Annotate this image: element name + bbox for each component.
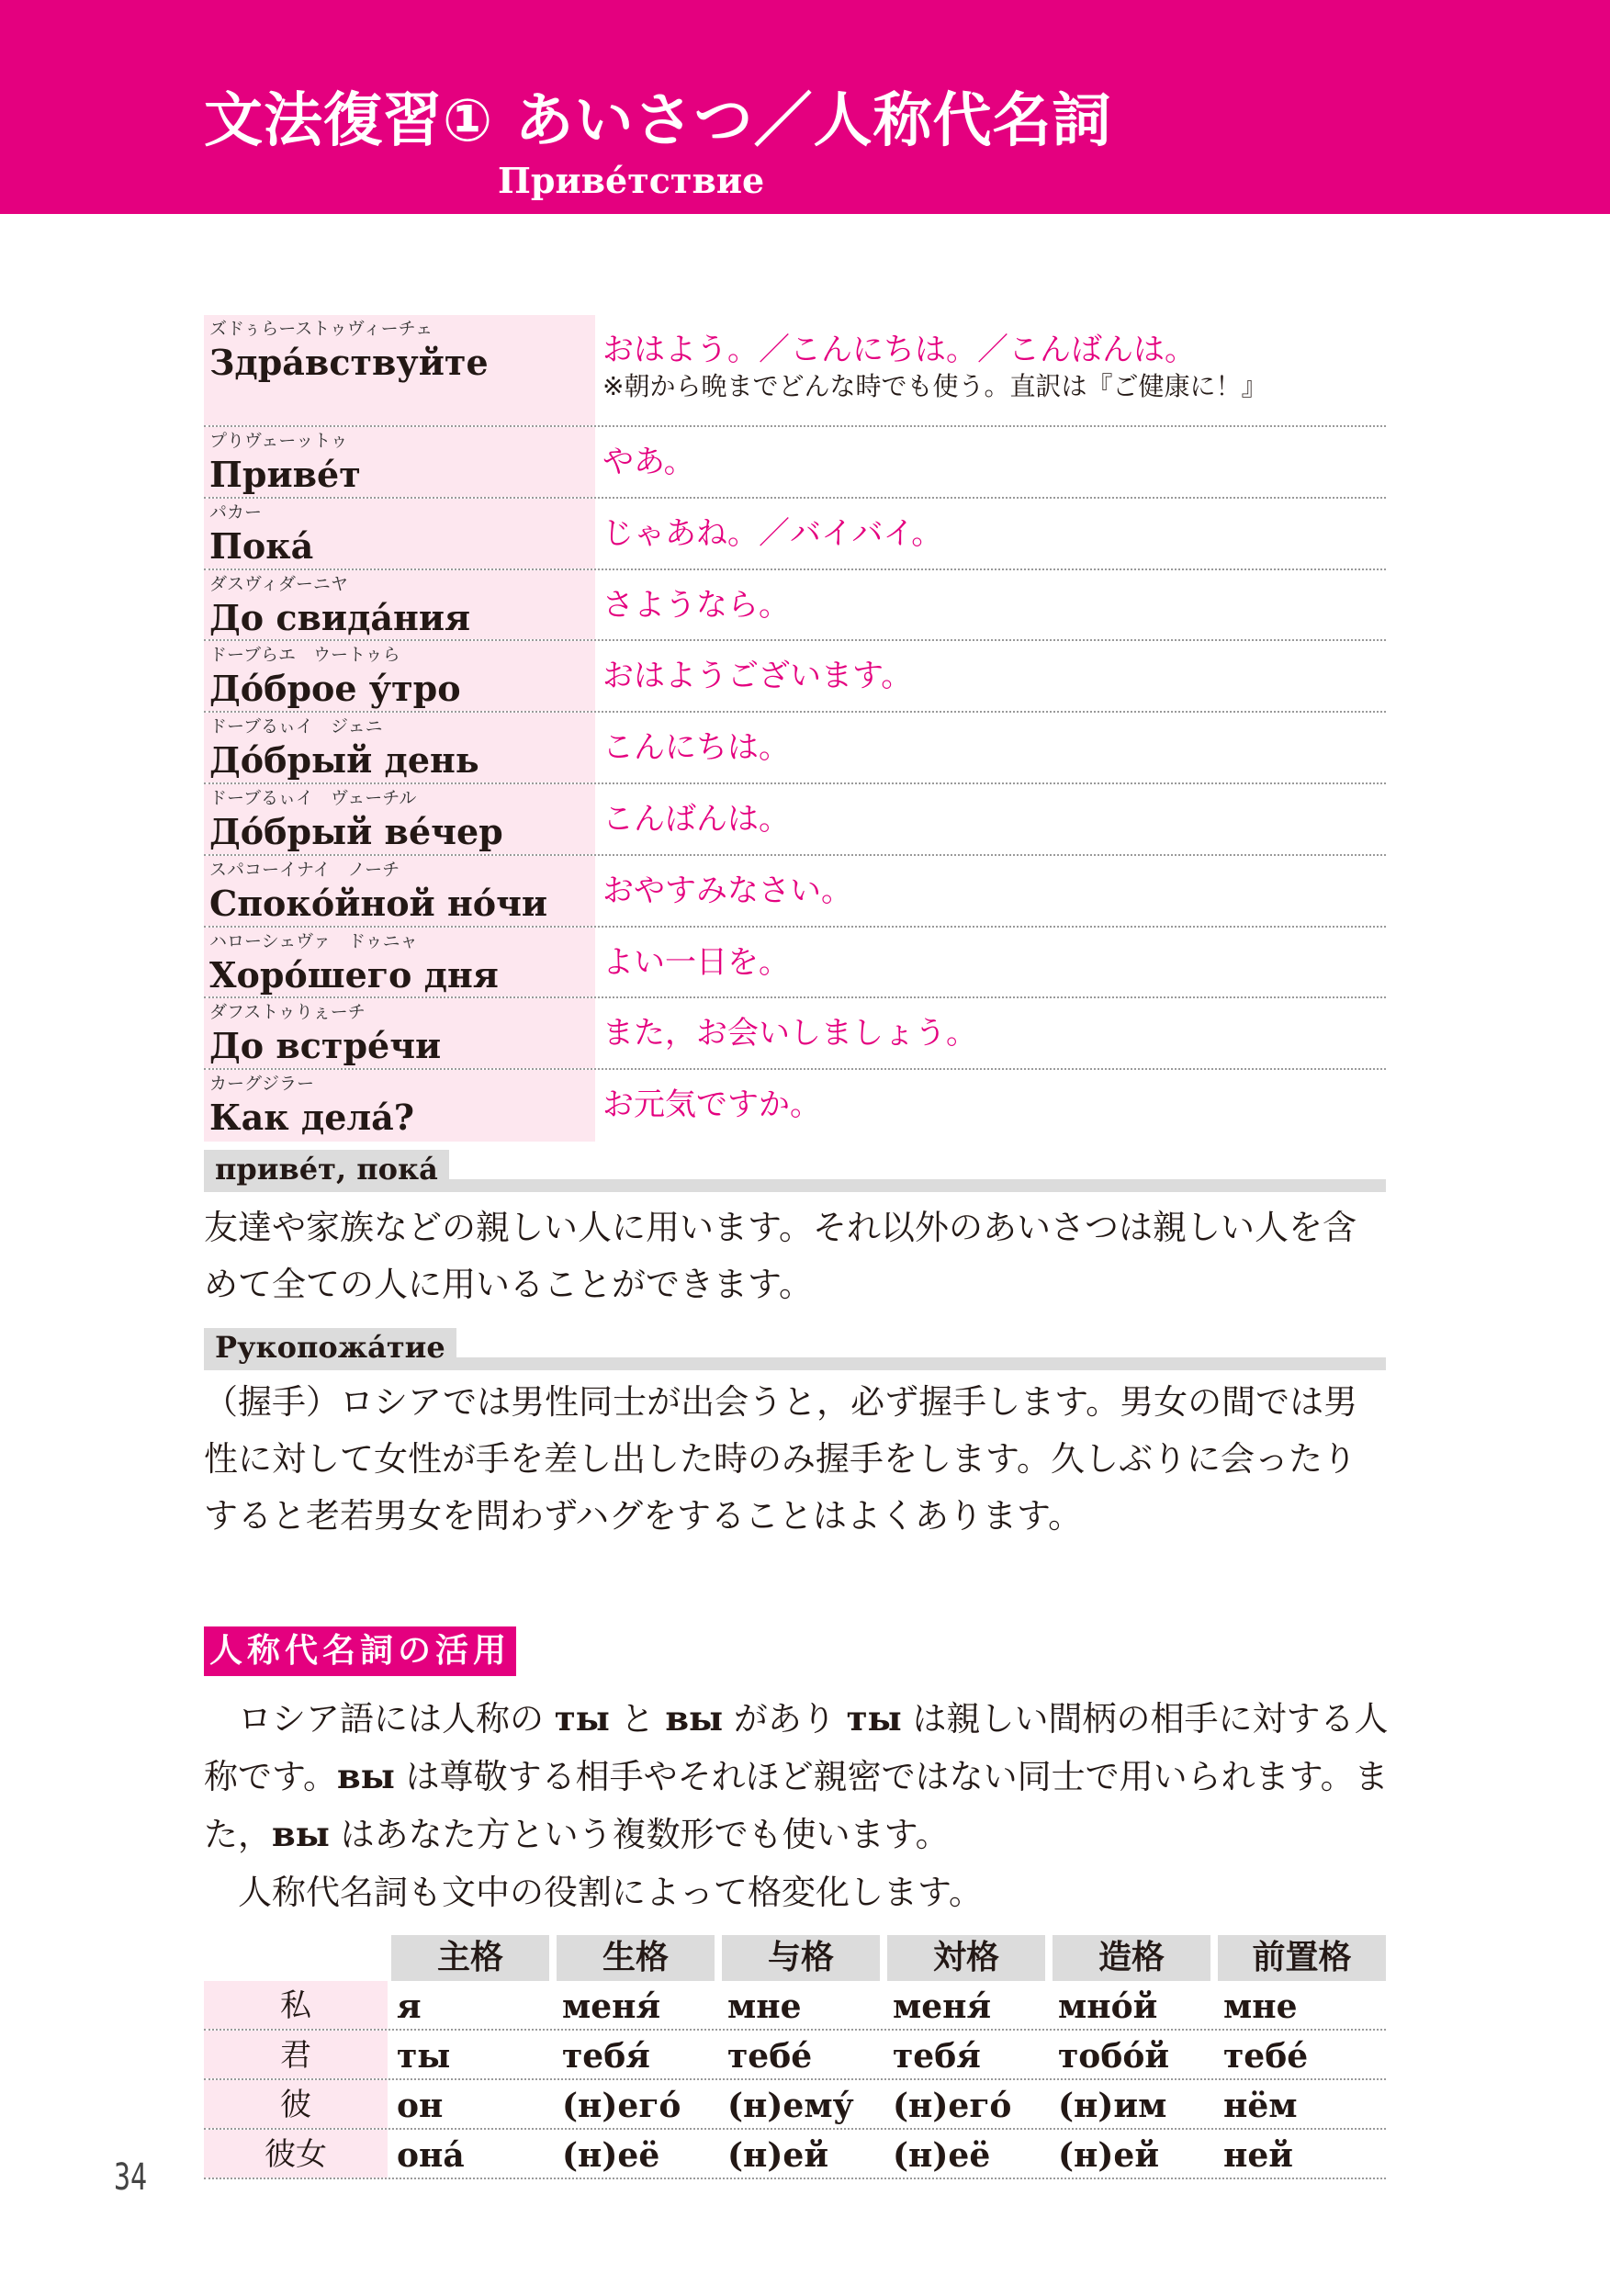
table-cell: меня́ <box>893 1987 992 2026</box>
greeting-japanese: やあ。 <box>602 444 695 480</box>
note-heading-label: приве́т, пока́ <box>204 1150 449 1187</box>
column-header: 前置格 <box>1218 1935 1386 1981</box>
table-cell: (н)её <box>562 2136 660 2175</box>
greeting-russian-cell <box>204 856 595 926</box>
greeting-russian: До́брый день <box>209 739 479 782</box>
greeting-japanese: よい一日を。 <box>602 943 790 981</box>
greeting-ruby: パカー <box>209 501 263 523</box>
greeting-row <box>204 641 1386 713</box>
greeting-row <box>204 499 1386 570</box>
greeting-ruby: ハローシェヴァ ドゥニャ <box>209 930 418 951</box>
table-cell: мне <box>727 1987 802 2026</box>
table-row <box>204 2130 1386 2179</box>
russian-word-ty: ты <box>846 1698 902 1739</box>
page-number: 34 <box>114 2156 148 2199</box>
greeting-russian: До встре́чи <box>209 1025 442 1067</box>
greeting-japanese: じゃあね。／バイバイ。 <box>602 514 943 552</box>
greeting-ruby: ズドぅらーストゥヴィーチェ <box>209 319 433 339</box>
table-cell: ней <box>1223 2136 1293 2175</box>
column-header: 造格 <box>1053 1935 1210 1981</box>
greeting-row <box>204 998 1386 1070</box>
greeting-russian: До́брый ве́чер <box>209 810 503 852</box>
table-cell: тебя́ <box>893 2037 981 2076</box>
table-cell: она́ <box>397 2136 465 2175</box>
row-label: 君 <box>204 2031 388 2078</box>
greeting-japanese: おはよう。／こんにちは。／こんばんは。 <box>602 332 1196 368</box>
table-cell: тебе́ <box>1223 2037 1309 2076</box>
greeting-russian-cell <box>204 713 595 782</box>
greeting-japanese: また，お会いしましょう。 <box>602 1015 977 1052</box>
greeting-row <box>204 713 1386 784</box>
greeting-ruby: スパコーイナイ ノーチ <box>209 859 400 880</box>
table-cell: (н)её <box>893 2136 991 2175</box>
greeting-russian-cell <box>204 427 595 497</box>
greeting-ruby: プりヴェーットゥ <box>209 431 348 451</box>
intro-text: は親しい間柄の相手に対する人称です。 <box>204 1699 1389 1796</box>
greeting-japanese: さようなら。 <box>602 586 790 624</box>
table-cell: тебя́ <box>562 2037 650 2076</box>
greeting-japanese: おはようございます。 <box>602 658 913 695</box>
table-cell: мне <box>1223 1987 1298 2026</box>
intro-text: は尊敬する相手やそれほど親密ではない同士で用いられます。また， <box>204 1757 1389 1854</box>
greeting-ruby: カーグジラー <box>209 1074 315 1095</box>
greeting-note: ※朝から晩までどんな時でも使う。直訳は『ご健康に！』 <box>602 371 1267 401</box>
greeting-ruby: ドーブらエ ウートゥら <box>209 645 400 666</box>
page-title: 文法復習① あいさつ／人称代名詞 <box>204 87 1112 155</box>
greeting-row <box>204 315 1386 427</box>
greeting-russian-cell <box>204 1070 595 1142</box>
greeting-row <box>204 784 1386 856</box>
greeting-ruby: ドーブるぃイ ジェニ <box>209 716 383 737</box>
intro-text: ロシア語には人称の <box>238 1699 544 1739</box>
greeting-russian: Споко́йной но́чи <box>209 882 548 924</box>
page-subtitle: Приве́тствие <box>498 160 765 201</box>
greeting-russian: Хоро́шего дня <box>209 953 499 996</box>
row-label: 彼 <box>204 2080 388 2128</box>
intro-text: と <box>620 1699 655 1739</box>
greeting-russian: До́брое у́тро <box>209 668 461 710</box>
russian-word-vy: вы <box>337 1756 395 1796</box>
greeting-russian-cell <box>204 499 595 568</box>
table-cell: (н)ему́ <box>727 2087 854 2125</box>
row-label: 彼女 <box>204 2130 388 2178</box>
greeting-row <box>204 427 1386 499</box>
greeting-russian-cell <box>204 570 595 640</box>
greeting-row <box>204 856 1386 928</box>
table-cell: тебе́ <box>727 2037 813 2076</box>
table-cell: (н)его́ <box>562 2087 681 2125</box>
russian-word-ty: ты <box>554 1698 610 1739</box>
russian-word-vy: вы <box>272 1814 330 1854</box>
greeting-russian-cell <box>204 641 595 711</box>
greeting-russian-cell <box>204 315 595 425</box>
intro-text: はあなた方という複数形でも使います。 <box>340 1815 950 1854</box>
column-header: 主格 <box>391 1935 549 1981</box>
pronoun-intro2-paragraph: 人称代名詞も文中の役割によって格変化します。 <box>238 1873 984 1912</box>
table-cell: ты <box>397 2037 451 2076</box>
section-title: 人称代名詞の活用 <box>204 1626 516 1676</box>
table-cell: тобо́й <box>1058 2037 1170 2076</box>
note-heading-handshake <box>204 1328 1386 1370</box>
table-cell: (н)ей <box>1058 2136 1160 2175</box>
greetings-table <box>204 315 1386 1142</box>
greeting-japanese: おやすみなさい。 <box>602 872 852 909</box>
greeting-russian-cell <box>204 998 595 1068</box>
column-header: 与格 <box>722 1935 880 1981</box>
table-cell: (н)им <box>1058 2087 1167 2125</box>
pronoun-declension-table <box>204 1935 1386 2179</box>
table-cell: я <box>397 1987 422 2026</box>
row-label: 私 <box>204 1981 388 2029</box>
greeting-japanese: お元気ですか。 <box>602 1086 821 1124</box>
table-cell: он <box>397 2087 444 2125</box>
greeting-ruby: ドーブるぃイ ヴェーチル <box>209 787 417 808</box>
greeting-row <box>204 928 1386 999</box>
greeting-russian: Пока́ <box>209 524 314 567</box>
greeting-row <box>204 570 1386 642</box>
greeting-russian-cell <box>204 928 595 997</box>
russian-word-vy: вы <box>665 1698 724 1739</box>
table-cell: нём <box>1223 2087 1298 2125</box>
table-row <box>204 2031 1386 2080</box>
column-header: 対格 <box>887 1935 1045 1981</box>
greeting-ruby: ダスヴィダーニヤ <box>209 573 348 594</box>
table-row <box>204 1981 1386 2031</box>
table-cell: мно́й <box>1058 1987 1158 2026</box>
greeting-russian: Как дела́? <box>209 1097 415 1139</box>
column-header: 生格 <box>557 1935 715 1981</box>
intro-text: があり <box>733 1699 836 1739</box>
greeting-japanese: こんにちは。 <box>602 729 790 767</box>
greeting-japanese: こんばんは。 <box>602 800 790 838</box>
greeting-russian: Здра́вствуйте <box>209 342 489 383</box>
table-cell: (н)его́ <box>893 2087 1012 2125</box>
table-cell: меня́ <box>562 1987 661 2026</box>
page-header <box>0 0 1610 214</box>
note-paragraph: 友達や家族などの親しい人に用います。それ以外のあいさつは親しい人を含めて全ての人に用いることができます。 <box>204 1208 1357 1304</box>
note-heading-privet-poka <box>204 1150 1386 1192</box>
table-cell: (н)ей <box>727 2136 829 2175</box>
greeting-russian: До свида́ния <box>209 596 471 638</box>
greeting-row <box>204 1070 1386 1142</box>
table-row <box>204 2080 1386 2130</box>
pronoun-intro-paragraph <box>204 1690 1389 1863</box>
greeting-ruby: ダフストゥりぇーチ <box>209 1002 366 1023</box>
note-heading-label: Рукопожа́тие <box>204 1328 456 1365</box>
table-header-row <box>204 1935 1386 1981</box>
note-paragraph: （握手）ロシアでは男性同士が出会うと，必ず握手します。男女の間では男性に対して女性が手を差し出した時のみ握手をします。久しぶりに会ったりすると老若男女を問わずハグをすることはよくあります。 <box>204 1382 1358 1536</box>
greeting-russian: Приве́т <box>209 454 361 495</box>
greeting-russian-cell <box>204 784 595 854</box>
